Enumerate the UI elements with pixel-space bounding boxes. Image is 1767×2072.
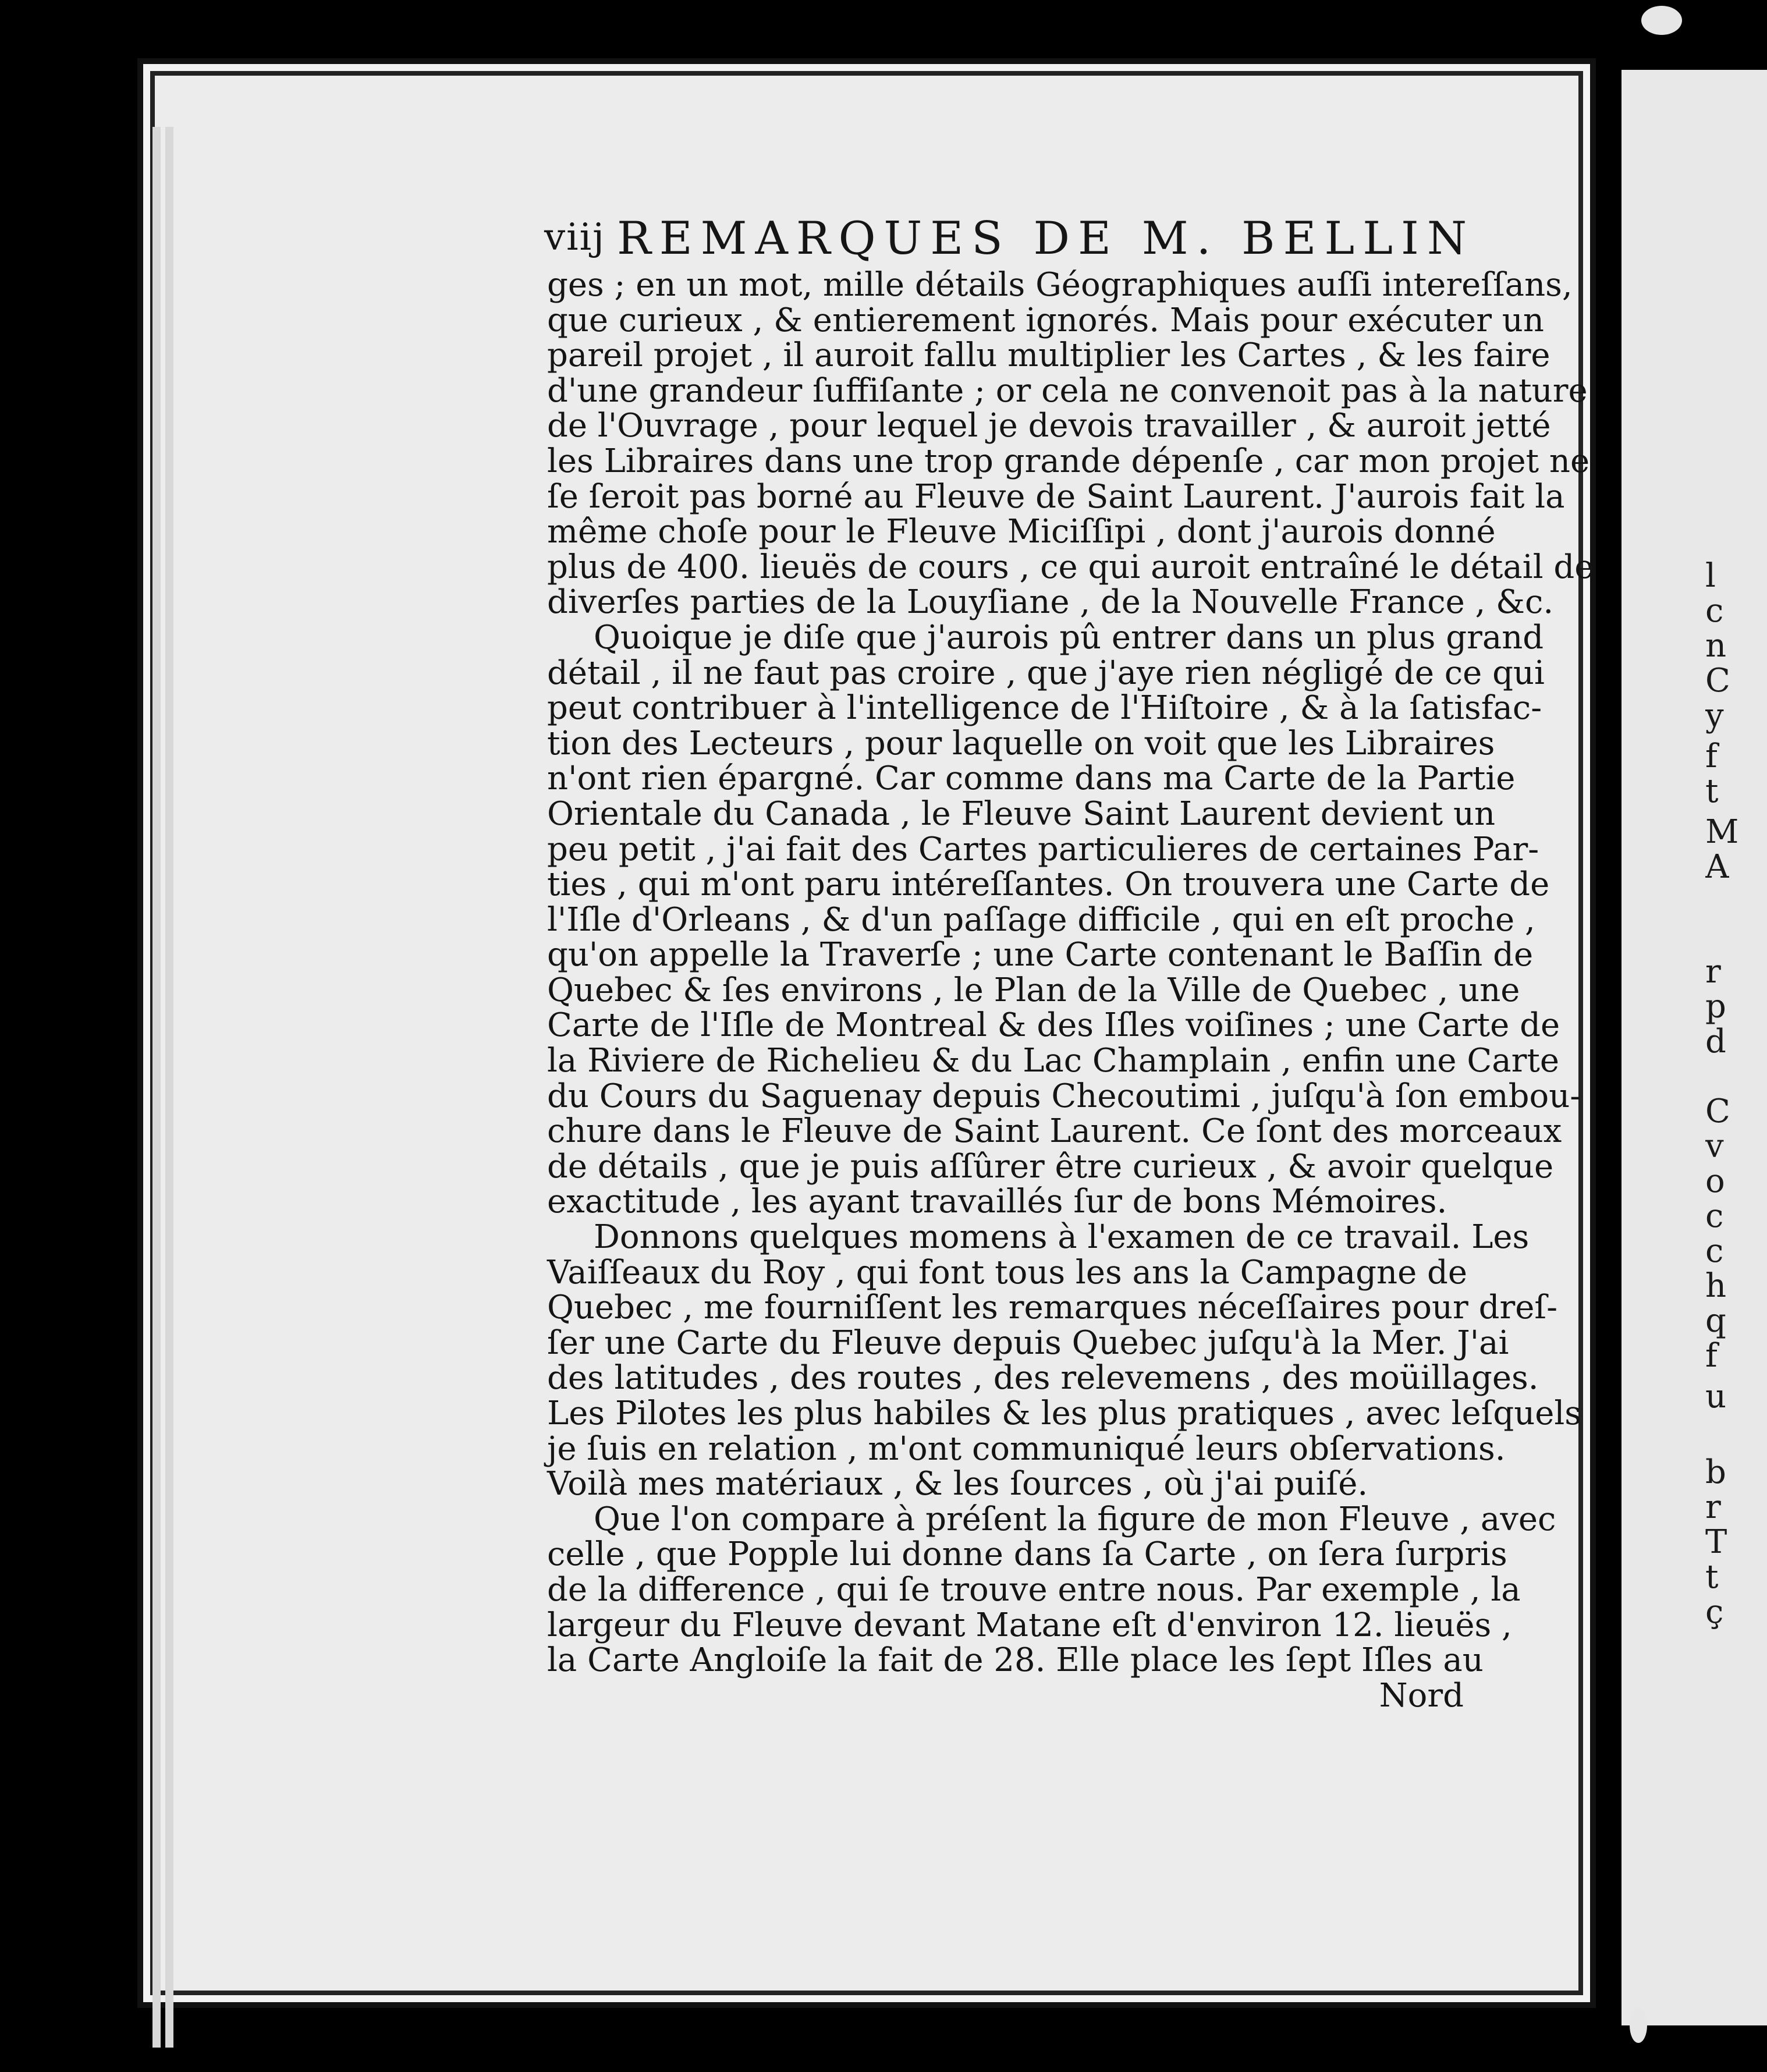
facing-page-letter: A: [1705, 848, 1729, 886]
text-line: tion des Lecteurs , pour laquelle on voit que les Libraires: [547, 724, 1495, 762]
text-line: qu'on appelle la Traverſe ; une Carte contenant le Baſſin de: [547, 936, 1534, 974]
facing-page-letter: y: [1705, 697, 1724, 735]
facing-page-letter: c: [1705, 1232, 1724, 1270]
text-line: des latitudes , des routes , des relevemens , des moüillages.: [547, 1359, 1539, 1397]
text-line: Carte de l'Iſle de Montreal & des Iſles voiſines ; une Carte de: [547, 1006, 1560, 1045]
text-line: diverſes parties de la Louyſiane , de la Nouvelle France , &c.: [547, 583, 1554, 622]
body-text: [547, 266, 1594, 1715]
text-line: que curieux , & entierement ignorés. Mais pour exécuter un: [547, 301, 1544, 339]
text-line: peu petit , j'ai fait des Cartes particulieres de certaines Par-: [547, 830, 1539, 868]
text-line: du Cours du Saguenay depuis Checoutimi , juſqu'à ſon embou-: [547, 1077, 1581, 1115]
text-line: Que l'on compare à préſent la figure de mon Fleuve , avec: [594, 1500, 1556, 1538]
facing-page-letter: r: [1705, 1488, 1721, 1526]
text-line: ges ; en un mot, mille détails Géographiques auſſi intereſſans,: [547, 266, 1573, 304]
text-line: Quebec & ſes environs , le Plan de la Ville de Quebec , une: [547, 971, 1520, 1009]
facing-page-letter: l: [1705, 557, 1716, 595]
facing-page-text-fragments: [1705, 0, 1767, 2072]
facing-page-letter: v: [1705, 1127, 1724, 1165]
facing-page-letter: T: [1705, 1523, 1727, 1561]
text-line: la Carte Angloiſe la fait de 28. Elle place les ſept Iſles au: [547, 1641, 1484, 1680]
text-line: la Riviere de Richelieu & du Lac Champlain , enfin une Carte: [547, 1042, 1560, 1080]
page-edge: [152, 127, 161, 2048]
facing-page-letter: t: [1705, 1558, 1719, 1596]
facing-page-letter: q: [1705, 1302, 1726, 1340]
facing-page-letter: c: [1705, 1197, 1724, 1235]
facing-page-letter: h: [1705, 1267, 1727, 1305]
text-line: Donnons quelques momens à l'examen de ce travail. Les: [594, 1218, 1530, 1257]
facing-page-letter: f: [1705, 737, 1718, 775]
text-line: Les Pilotes les plus habiles & les plus pratiques , avec leſquels: [547, 1395, 1582, 1432]
text-line: je ſuis en relation , m'ont communiqué leurs obſervations.: [547, 1429, 1506, 1468]
page-edge: [165, 127, 173, 2048]
facing-page-letter: M: [1705, 813, 1739, 851]
paper-blot: [1630, 2008, 1647, 2043]
text-line: pareil projet , il auroit fallu multiplier les Cartes , & les faire: [547, 336, 1550, 375]
facing-page-letter: n: [1705, 627, 1727, 665]
catchword: Nord: [1379, 1676, 1464, 1715]
facing-page-letter: o: [1705, 1162, 1725, 1200]
text-line: Quebec , me fourniſſent les remarques néceſſaires pour dreſ-: [547, 1289, 1557, 1327]
facing-page-letter: r: [1705, 953, 1721, 991]
text-line: peut contribuer à l'intelligence de l'Hiſtoire , & à la ſatisfac-: [547, 689, 1542, 728]
text-line: Orientale du Canada , le Fleuve Saint Laurent devient un: [547, 794, 1496, 833]
facing-page-letter: f: [1705, 1337, 1718, 1375]
text-line: n'ont rien épargné. Car comme dans ma Carte de la Partie: [547, 760, 1516, 798]
text-line: même choſe pour le Fleuve Miciſſipi , dont j'aurois donné: [547, 513, 1496, 551]
facing-page-letter: d: [1705, 1023, 1726, 1060]
text-line: chure dans le Fleuve de Saint Laurent. Ce ſont des morceaux: [547, 1112, 1562, 1151]
text-line: Voilà mes matériaux , & les ſources , où j'ai puiſé.: [547, 1465, 1368, 1503]
text-line: ties , qui m'ont paru intéreſſantes. On trouvera une Carte de: [547, 865, 1550, 904]
text-line: l'Iſle d'Orleans , & d'un paſſage difficile , qui en eſt proche ,: [547, 900, 1535, 939]
text-line: celle , que Popple lui donne dans ſa Carte , on ſera ſurpris: [547, 1535, 1507, 1574]
text-line: Vaiſſeaux du Roy , qui font tous les ans la Campagne de: [547, 1253, 1468, 1292]
facing-page-letter: C: [1705, 662, 1730, 700]
facing-page-letter: ç: [1705, 1593, 1724, 1631]
facing-page-letter: p: [1705, 988, 1726, 1026]
text-line: de la difference , qui ſe trouve entre nous. Par exemple , la: [547, 1570, 1521, 1609]
running-title: REMARQUES DE M. BELLIN: [617, 212, 1475, 265]
facing-page-letter: u: [1705, 1378, 1727, 1415]
text-line: d'une grandeur ſuffiſante ; or cela ne convenoit pas à la nature: [547, 371, 1588, 410]
text-line: de détails , que je puis aſſûrer être curieux , & avoir quelque: [547, 1147, 1554, 1186]
text-line: détail , il ne faut pas croire , que j'aye rien négligé de ce qui: [547, 654, 1545, 692]
text-line: exactitude , les ayant travaillés ſur de bons Mémoires.: [547, 1183, 1447, 1221]
text-line: plus de 400. lieuës de cours , ce qui auroit entraîné le détail de: [547, 548, 1594, 586]
text-line: les Libraires dans une trop grande dépenſe , car mon projet ne: [547, 442, 1590, 480]
text-line: ſe ſeroit pas borné au Fleuve de Saint Laurent. J'aurois fait la: [547, 477, 1565, 516]
facing-page-letter: t: [1705, 772, 1719, 810]
page-number: viij: [544, 216, 605, 259]
text-line: Quoique je diſe que j'aurois pû entrer dans un plus grand: [594, 618, 1544, 657]
facing-page-letter: b: [1705, 1453, 1726, 1491]
facing-page-letter: c: [1705, 592, 1724, 630]
paper-blot: [1641, 6, 1682, 35]
book-gutter: [1596, 0, 1621, 2072]
text-line: largeur du Fleuve devant Matane eſt d'environ 12. lieuës ,: [547, 1606, 1512, 1644]
text-line: ſer une Carte du Fleuve depuis Quebec juſqu'à la Mer. J'ai: [547, 1324, 1509, 1362]
facing-page-letter: C: [1705, 1092, 1730, 1130]
text-line: de l'Ouvrage , pour lequel je devois travailler , & auroit jetté: [547, 407, 1551, 445]
